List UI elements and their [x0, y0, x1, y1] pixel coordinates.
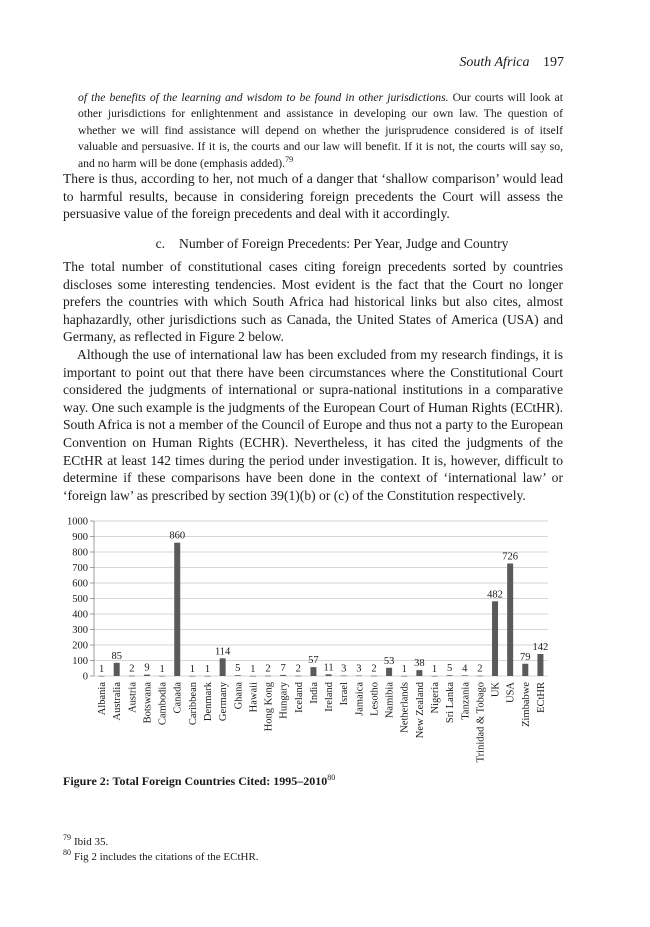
bar	[265, 676, 271, 677]
bar	[477, 676, 483, 677]
bar	[144, 675, 150, 676]
data-label: 726	[502, 551, 519, 563]
bar	[99, 676, 105, 677]
body-paragraphs	[63, 258, 563, 504]
x-tick-label: Cambodia	[157, 682, 169, 726]
x-tick-label: Caribbean	[187, 682, 199, 726]
data-label: 2	[477, 663, 483, 675]
data-label: 1	[159, 663, 165, 675]
bar	[507, 563, 513, 676]
x-tick-label: New Zealand	[414, 682, 426, 739]
bar	[220, 658, 226, 676]
bar	[295, 676, 301, 677]
footnote-number: 80	[63, 848, 71, 858]
quote-text: Our courts will look at other jurisdictions for enlightenment and assistance in developing our own law. The question of whether we will find assistance will depend on whether the jurisprudence considered is of itself valuable and persuasive. If it is, the courts and our law will benefit. If it is not, the courts will say so, and no harm will be done (emphasis added).	[78, 91, 563, 170]
x-tick-label: UK	[490, 682, 502, 698]
data-label: 57	[308, 655, 319, 667]
x-tick-label: Hong Kong	[263, 682, 275, 732]
x-tick-label: Denmark	[203, 682, 214, 722]
y-tick-label: 600	[72, 578, 88, 590]
x-tick-label: ECtHR	[535, 682, 547, 713]
figure-caption	[63, 774, 335, 789]
data-label: 7	[280, 662, 286, 674]
bar	[492, 601, 498, 676]
bar	[174, 543, 180, 676]
x-tick-label: Nigeria	[430, 682, 441, 714]
data-label: 1	[204, 663, 211, 675]
data-label: 3	[341, 663, 347, 675]
bar	[159, 676, 165, 677]
footnote-text: Fig 2 includes the citations of the ECtHR.	[74, 851, 259, 863]
x-tick-label: Ghana	[233, 682, 245, 710]
y-axis	[67, 517, 94, 683]
section-title: Number of Foreign Precedents: Per Year, Judge and Country	[179, 236, 509, 251]
x-tick-label: Iceland	[293, 682, 305, 713]
x-tick-label: Zimbabwe	[520, 682, 532, 727]
x-tick-label: Netherlands	[399, 682, 411, 733]
bar	[416, 670, 422, 676]
bar	[462, 675, 468, 676]
x-tick-label: Germany	[218, 682, 230, 722]
data-label: 79	[520, 651, 531, 663]
x-tick-label: Australia	[112, 682, 124, 721]
data-label: 85	[111, 650, 122, 662]
bar	[235, 675, 241, 676]
data-label: 5	[235, 663, 241, 675]
section-heading	[0, 236, 650, 252]
x-tick-label: India	[308, 682, 320, 704]
data-label: 1	[98, 663, 105, 675]
y-tick-label: 400	[72, 609, 88, 621]
data-label: 53	[383, 655, 395, 667]
x-tick-label: Sri Lanka	[445, 682, 457, 724]
data-label: 2	[371, 663, 377, 675]
chart-grid	[94, 521, 548, 676]
paragraph-3: Although the use of international law has been excluded from my research findings, it is important to point out that there have been circumstances where the Constitutional Court considered the judgments of international or supra-national institutions in a comparative way. One such example is the judgments of the European Court of Human Rights (ECtHR). South Africa is not a member of the Council of Europe and thus not a party to the European Convention on Human Rights (ECHR). Nevertheless, it has cited the judgments of the ECtHR at least 142 times during the period under investigation. It is, however, difficult to determine if these comparisons have been done in the context of ‘international law’ or ‘foreign law’ as prescribed by section 39(1)(b) or (c) of the Constitution respectively.	[63, 346, 563, 503]
y-tick-label: 800	[72, 547, 88, 559]
bar	[310, 667, 316, 676]
page-number: 197	[543, 55, 564, 70]
section-letter: c.	[155, 236, 165, 251]
footnote-80	[63, 850, 259, 865]
quote-italic-lead: of the benefits of the learning and wisdom to be found in other jurisdictions.	[78, 91, 449, 104]
footnotes	[63, 835, 259, 865]
data-label: 38	[414, 658, 425, 670]
footnote-79	[63, 835, 259, 850]
x-tick-label: Austria	[127, 682, 139, 713]
y-tick-label: 300	[72, 625, 88, 636]
bar	[522, 664, 528, 676]
bar	[341, 676, 347, 677]
y-tick-label: 200	[72, 640, 88, 652]
x-tick-label: Canada	[172, 682, 184, 714]
footnote-ref-80[interactable]: 80	[327, 773, 336, 782]
footnote-ref-79[interactable]: 79	[285, 154, 294, 164]
bar	[129, 676, 135, 677]
data-label: 9	[144, 662, 150, 674]
data-label: 1	[401, 663, 407, 675]
data-label: 482	[487, 589, 503, 601]
x-tick-label: Hungary	[278, 682, 290, 719]
data-label: 4	[462, 663, 468, 675]
x-tick-label: Trinidad & Tobago	[475, 682, 487, 763]
footnote-number: 79	[63, 833, 71, 843]
bar	[250, 676, 256, 677]
bar	[326, 674, 332, 676]
caption-text: Figure 2: Total Foreign Countries Cited: 1995–2010	[63, 774, 328, 788]
x-tick-label: Jamaica	[354, 682, 366, 716]
bar	[447, 675, 453, 676]
data-label: 3	[356, 663, 362, 675]
x-tick-label: Namibia	[384, 682, 396, 719]
y-tick-label: 100	[72, 656, 88, 667]
y-tick-label: 1000	[67, 516, 88, 528]
y-tick-label: 700	[72, 563, 88, 574]
running-title: South Africa	[459, 55, 530, 70]
x-tick-label: Lesotho	[369, 682, 381, 716]
x-tick-label: Botswana	[142, 682, 154, 724]
chart-bars	[99, 543, 544, 677]
bar	[189, 676, 195, 677]
x-axis-labels	[97, 681, 547, 762]
data-label: 1	[431, 663, 438, 675]
y-tick-label: 900	[72, 532, 88, 543]
block-quote	[78, 90, 563, 172]
data-label: 2	[129, 663, 135, 675]
y-tick-label: 500	[72, 594, 88, 605]
x-tick-label: Israel	[339, 682, 351, 706]
bar	[356, 676, 362, 677]
bar	[386, 668, 392, 676]
bar	[401, 676, 407, 677]
paragraph-2: The total number of constitutional cases citing foreign precedents sorted by countries discloses some interesting tendencies. Most evident is the fact that the Court no longer prefers the countries with which South Africa had historical links but also cites, almost haphazardly, other jurisdictions such as Canada, the United States of America (USA) and Germany, as reflected in Figure 2 below.	[63, 259, 563, 345]
footnote-text: Ibid 35.	[74, 836, 109, 848]
paragraph-1-container	[63, 170, 563, 223]
data-label: 5	[447, 663, 453, 675]
x-tick-label: Hawaii	[248, 682, 260, 713]
x-tick-label: USA	[505, 682, 517, 704]
bar	[371, 676, 377, 677]
paragraph-1: There is thus, according to her, not much of a danger that ‘shallow comparison’ would lead to harmful results, because in considering foreign precedents the Court will assess the persuasive value of the foreign precedents and deal with it accordingly.	[63, 171, 563, 222]
data-label: 2	[265, 663, 271, 675]
y-tick-label: 0	[82, 671, 88, 683]
data-label: 114	[214, 646, 231, 658]
bar	[205, 676, 211, 677]
x-tick-label: Ireland	[324, 682, 336, 712]
data-label: 11	[323, 662, 334, 674]
bar	[114, 663, 120, 676]
data-label: 2	[295, 663, 301, 675]
bar	[537, 654, 543, 676]
bar	[432, 676, 438, 677]
data-label: 860	[169, 530, 186, 542]
x-tick-label: Albania	[97, 682, 109, 716]
running-header	[459, 55, 564, 71]
data-label: 142	[532, 641, 549, 653]
data-label: 1	[250, 663, 256, 675]
x-tick-label: Tanzania	[460, 682, 472, 720]
bar	[280, 675, 286, 676]
bar-chart	[58, 512, 558, 772]
data-label: 1	[189, 663, 195, 675]
